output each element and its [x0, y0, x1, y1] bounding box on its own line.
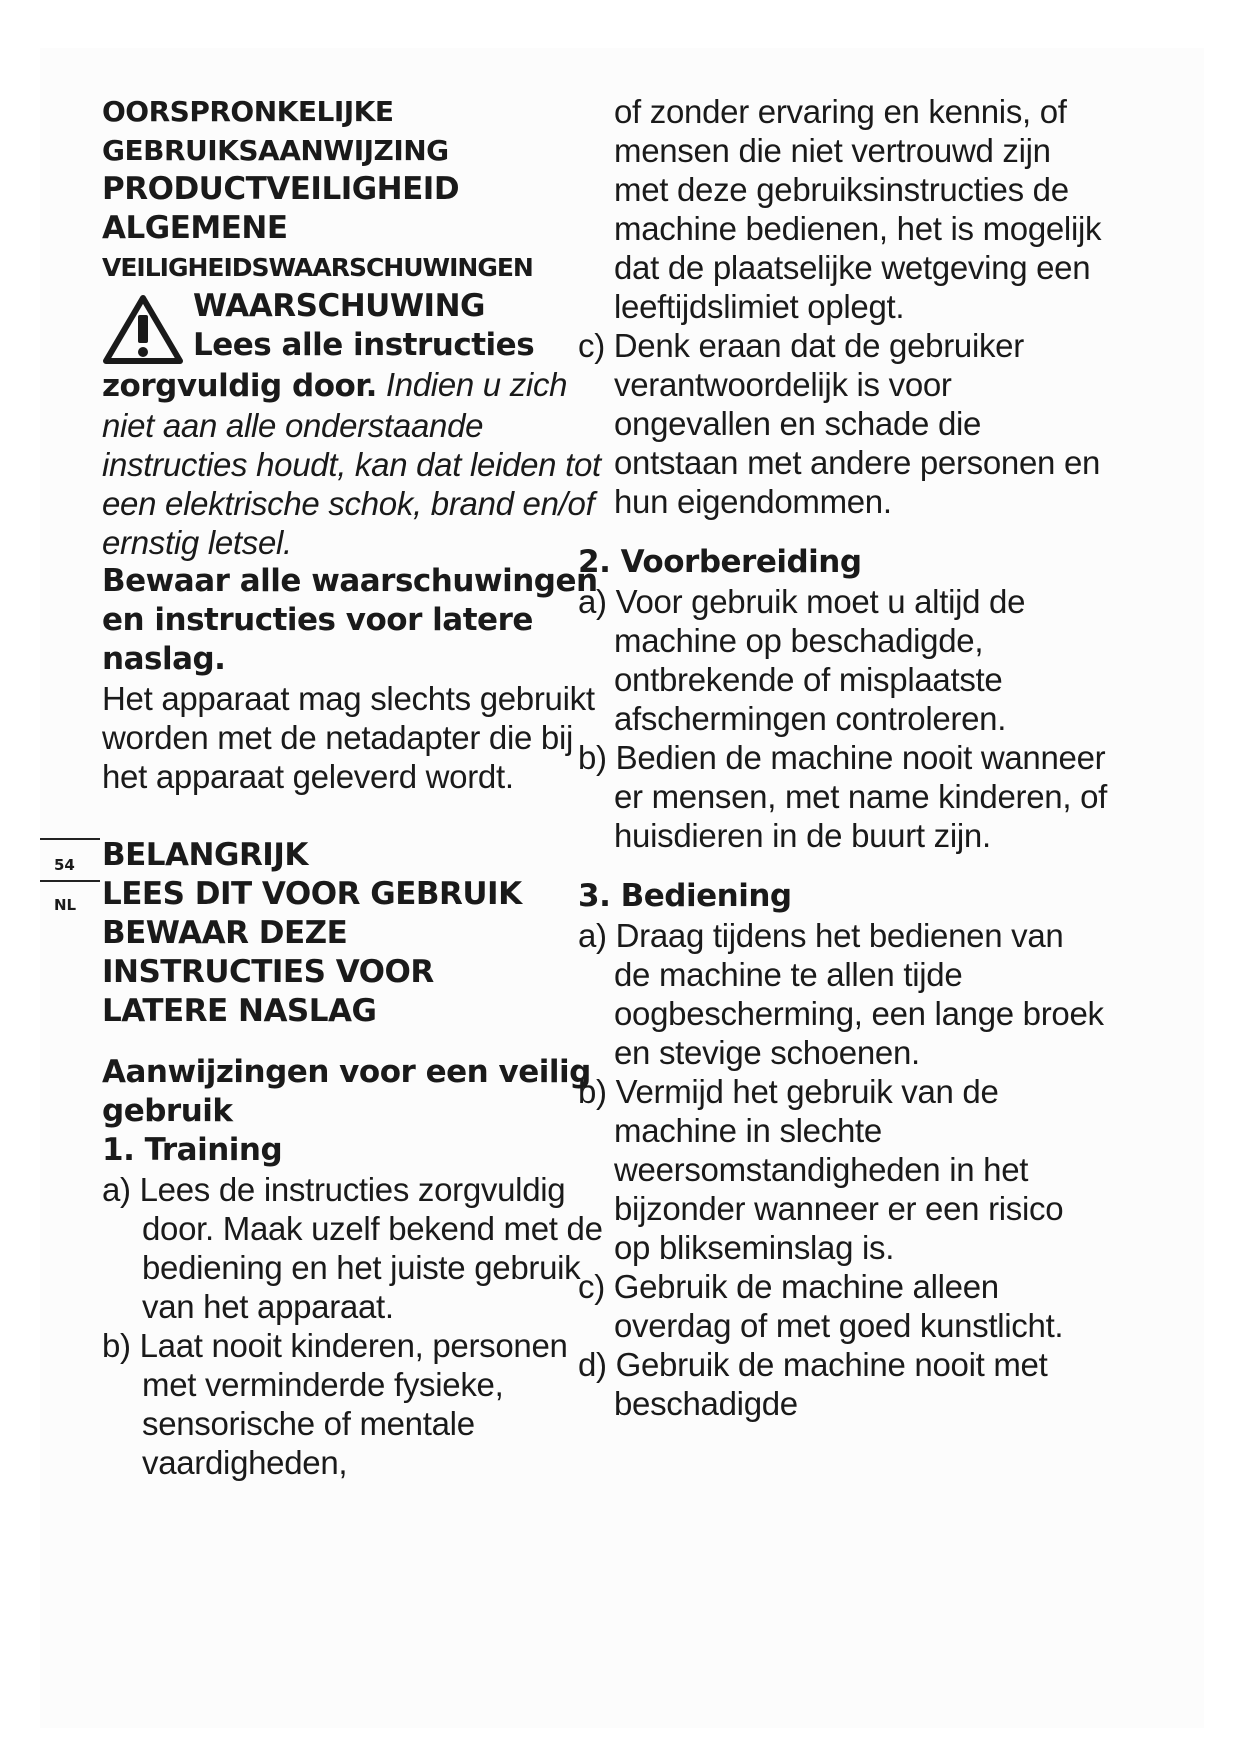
language-code: NL	[54, 896, 77, 914]
title-general: ALGEMENE	[102, 210, 288, 246]
keep-warnings-text: Bewaar alle waarschuwingen en instructies voor latere naslag.	[102, 563, 598, 677]
training-item-a: a) Lees de instructies zorgvuldig door. Maak uzelf bekend met de bediening en het juiste gebruik van het apparaat.	[102, 1171, 603, 1325]
warning-read-instructions: Lees alle instructies	[193, 327, 535, 363]
tab-rule-top	[40, 838, 100, 840]
preparation-item-a: a) Voor gebruik moet u altijd de machine op beschadigde, ontbrekende of misplaatste afschermingen controleren.	[578, 583, 1026, 737]
page-number: 54	[54, 856, 75, 874]
title-original-manual: OORSPRONKELIJKE	[102, 95, 394, 128]
operation-item-c: c) Gebruik de machine alleen overdag of met goed kunstlicht.	[578, 1268, 1064, 1344]
safe-use-heading: Aanwijzingen voor een veilig gebruik	[102, 1054, 591, 1129]
operation-item-b: b) Vermijd het gebruik van de machine in slechte weersomstandigheden in het bijzonder wanneer er een risico op blikseminslag is.	[578, 1073, 1064, 1266]
read-before-use-heading: LEES DIT VOOR GEBRUIK	[102, 876, 522, 912]
warning-italic-text: Indien u zich niet aan alle onderstaande instructies houdt, kan dat leiden tot een elektrische schok, brand en/of ernstig letsel.	[102, 366, 601, 561]
keep-these-heading: BEWAAR DEZE	[102, 915, 348, 951]
right-column	[578, 92, 1108, 1423]
training-heading: 1. Training	[102, 1132, 283, 1168]
title-safety-warnings: VEILIGHEIDSWAARSCHUWINGEN	[102, 253, 533, 282]
title-product-safety: PRODUCTVEILIGHEID	[102, 171, 460, 207]
left-column	[102, 92, 612, 1482]
warning-paragraph	[102, 365, 612, 562]
manual-page	[40, 48, 1204, 1728]
training-item-c: c) Denk eraan dat de gebruiker verantwoordelijk is voor ongevallen en schade die ontstaan met andere personen en hun eigendommen.	[578, 327, 1101, 520]
warning-block	[102, 287, 612, 365]
operation-item-a: a) Draag tijdens het bedienen van de machine te allen tijde oogbescherming, een lange broek en stevige schoenen.	[578, 917, 1104, 1071]
warning-title: WAARSCHUWING	[193, 288, 485, 324]
adapter-text: Het apparaat mag slechts gebruikt worden met de netadapter die bij het apparaat geleverd wordt.	[102, 680, 595, 795]
warning-triangle-icon	[102, 293, 184, 365]
preparation-item-b: b) Bedien de machine nooit wanneer er mensen, met name kinderen, of huisdieren in de buurt zijn.	[578, 739, 1107, 854]
preparation-heading: 2. Voorbereiding	[578, 544, 862, 580]
later-reference-heading: LATERE NASLAG	[102, 993, 377, 1029]
instructions-for-heading: INSTRUCTIES VOOR	[102, 954, 434, 990]
warning-bold-text: zorgvuldig door.	[102, 368, 377, 404]
operation-item-d: d) Gebruik de machine nooit met beschadigde	[578, 1346, 1048, 1422]
important-heading: BELANGRIJK	[102, 837, 308, 873]
tab-rule-middle	[40, 880, 100, 882]
operation-heading: 3. Bediening	[578, 878, 792, 914]
training-item-b-continued: of zonder ervaring en kennis, of mensen die niet vertrouwd zijn met deze gebruiksinstructies de machine bedienen, het is mogelijk dat de plaatselijke wetgeving een leeftijdslimiet oplegt.	[614, 93, 1102, 325]
training-item-b: b) Laat nooit kinderen, personen met verminderde fysieke, sensorische of mentale vaardigheden,	[102, 1327, 568, 1481]
title-user-manual: GEBRUIKSAANWIJZING	[102, 134, 449, 167]
